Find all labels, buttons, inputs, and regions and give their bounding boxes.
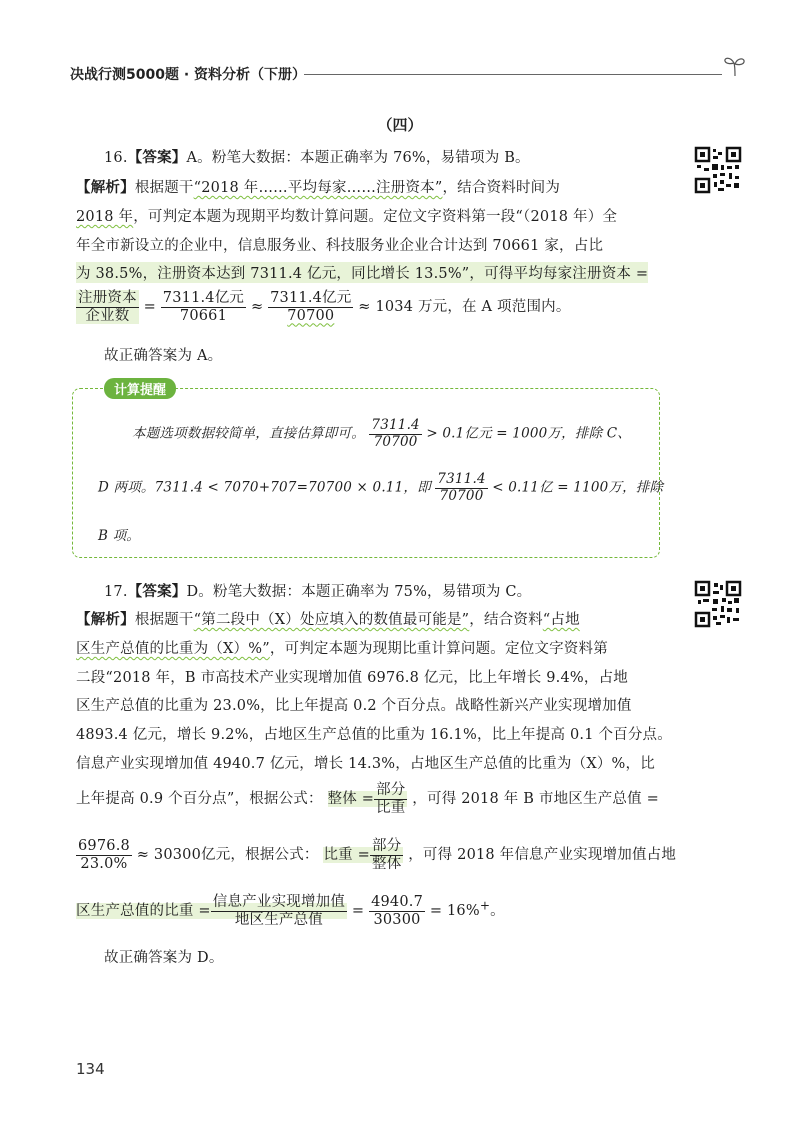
numerator: 7311.4 (437, 471, 486, 487)
analysis-tag: 【解析】 (76, 612, 135, 628)
denominator: 地区生产总值 (234, 911, 324, 928)
answer-tag: 【答案】 (127, 150, 187, 166)
q16-analysis-line-4: 为 38.5%，注册资本达到 7311.4 亿元，同比增长 13.5%”，可得平均每家注册资本 = (76, 262, 648, 283)
text: ≈ 30300亿元，根据公式： (136, 847, 319, 864)
q16-number: 16. (104, 150, 128, 166)
q16-answer-text: A。粉笔大数据：本题正确率为 76%，易错项为 B。 (186, 150, 530, 166)
numerator: 4940.7 (371, 894, 423, 910)
formula-fraction (369, 894, 425, 928)
denominator: 整体 (372, 855, 402, 872)
result: = 16% (429, 903, 480, 920)
denominator: 23.0% (80, 855, 128, 872)
q16-analysis-line-1 (76, 176, 560, 197)
section-title: （四） (377, 116, 423, 134)
formula-lhs: 整体 = (327, 791, 375, 808)
q17-conclusion: 故正确答案为 D。 (104, 950, 224, 966)
denominator: 30300 (373, 911, 421, 928)
equals-sign: = (351, 903, 365, 920)
numerator: 信息产业实现增加值 (212, 894, 346, 910)
q17-analysis-line-7 (76, 782, 659, 816)
formula-fraction (76, 290, 139, 324)
text: ，可判定本题为现期平均数计算问题。 (133, 209, 384, 225)
answer-tag: 【答案】 (127, 584, 187, 600)
numerator: 7311.4 (371, 417, 420, 433)
text: ，结合资料 (469, 612, 543, 628)
formula-lhs: 区生产总值的比重 = (76, 903, 211, 920)
q16-analysis-line-2 (76, 205, 617, 226)
q17-number: 17. (104, 584, 128, 600)
q17-answer (104, 580, 531, 601)
text: < 0.11亿 = 1100万，排除 (492, 479, 664, 496)
formula-highlight (76, 894, 347, 928)
q17-analysis-line-2 (76, 637, 608, 658)
text: 上年提高 0.9 个百分点”，根据公式： (76, 791, 323, 808)
quoted-keyword: “占地 (542, 612, 580, 628)
formula-fraction (268, 290, 353, 324)
q17-answer-text: D。粉笔大数据：本题正确率为 75%，易错项为 C。 (186, 584, 532, 600)
qr-code-icon (694, 146, 742, 194)
q17-analysis-line-9 (76, 894, 505, 928)
time-keyword: 2018 年 (76, 209, 134, 225)
text: > 0.1亿元 = 1000万，排除 C、 (426, 425, 631, 442)
formula-lhs: 比重 = (323, 847, 371, 864)
quoted-keyword: “第二段中（X）处应填入的数值最可能是” (193, 612, 470, 628)
denominator: 70700 (287, 307, 335, 324)
quoted-keyword: 区生产总值的比重为（X）%” (76, 641, 270, 657)
calc-tip-label: 计算提醒 (104, 378, 176, 399)
text: 定位文字资料第一段“（2018 年）全 (383, 209, 618, 225)
equals-sign: = (143, 299, 156, 316)
formula-highlight (327, 782, 408, 816)
numerator: 6976.8 (78, 838, 130, 854)
text: 根据题干 (134, 612, 194, 628)
text: 本题选项数据较简单，直接估算即可。 (132, 425, 365, 442)
qr-code-icon (694, 580, 742, 628)
numerator: 7311.4亿元 (162, 290, 245, 306)
text: ，结合资料时间为 (442, 180, 561, 196)
formula-fraction (161, 290, 246, 324)
page-number: 134 (76, 1060, 105, 1078)
approx-sign: ≈ (250, 299, 264, 316)
text: ，可得 2018 年信息产业实现增加值占地 (408, 847, 677, 864)
tip-fraction (435, 472, 487, 504)
formula-fraction (76, 838, 132, 872)
denominator: 70700 (439, 487, 484, 504)
q17-analysis-line-8 (76, 838, 676, 872)
numerator: 部分 (372, 838, 402, 854)
q16-conclusion: 故正确答案为 A。 (104, 348, 223, 364)
q17-analysis-line-1 (76, 608, 580, 629)
denominator: 比重 (376, 799, 406, 816)
q16-analysis-line-3: 年全市新设立的企业中，信息服务业、科技服务业企业合计达到 70661 家，占比 (76, 238, 604, 254)
text: 根据题干 (134, 180, 194, 196)
formula-fraction (374, 782, 407, 816)
sprout-icon (722, 52, 748, 78)
q16-formula (76, 290, 571, 324)
tip-line-2 (98, 472, 663, 504)
text: ≈ 1034 万元，在 A 项范围内。 (358, 299, 571, 316)
q16-answer (104, 146, 530, 167)
text: D 两项。7311.4 < 7070+707=70700 × 0.11，即 (98, 479, 431, 496)
numerator: 7311.4亿元 (270, 290, 352, 306)
formula-fraction (211, 894, 347, 928)
numerator: 注册资本 (78, 290, 137, 306)
numerator: 部分 (376, 782, 406, 798)
q17-analysis-line-4: 区生产总值的比重为 23.0%，比上年提高 0.2 个百分点。战略性新兴产业实现增加值 (76, 698, 632, 714)
formula-fraction (370, 838, 403, 872)
q17-analysis-line-3: 二段“2018 年，B 市高技术产业实现增加值 6976.8 亿元，比上年增长 9.4%，占地 (76, 670, 628, 686)
superscript: + (479, 898, 491, 913)
denominator: 企业数 (85, 307, 130, 324)
quoted-keyword: “2018 年……平均每家……注册资本” (193, 180, 443, 196)
analysis-tag: 【解析】 (76, 180, 135, 196)
denominator: 70661 (179, 307, 228, 324)
q17-analysis-line-6: 信息产业实现增加值 4940.7 亿元，增长 14.3%，占地区生产总值的比重为（X）%，比 (76, 756, 655, 772)
formula-highlight (323, 838, 403, 872)
q17-analysis-line-5: 4893.4 亿元，增长 9.2%，占地区生产总值的比重为 16.1%，比上年提高 0.1 个百分点。 (76, 727, 672, 743)
tip-line-3: B 项。 (98, 528, 141, 544)
tip-line-1 (132, 418, 631, 450)
header-rule (304, 74, 722, 75)
tip-fraction (369, 418, 421, 450)
running-header: 决战行测5000题 · 资料分析（下册） (70, 67, 307, 83)
text: ，可判定本题为现期比重计算问题。定位文字资料第 (269, 641, 608, 657)
text: 。 (490, 903, 505, 920)
text: ，可得 2018 年 B 市地区生产总值 = (412, 791, 659, 808)
denominator: 70700 (373, 433, 418, 450)
